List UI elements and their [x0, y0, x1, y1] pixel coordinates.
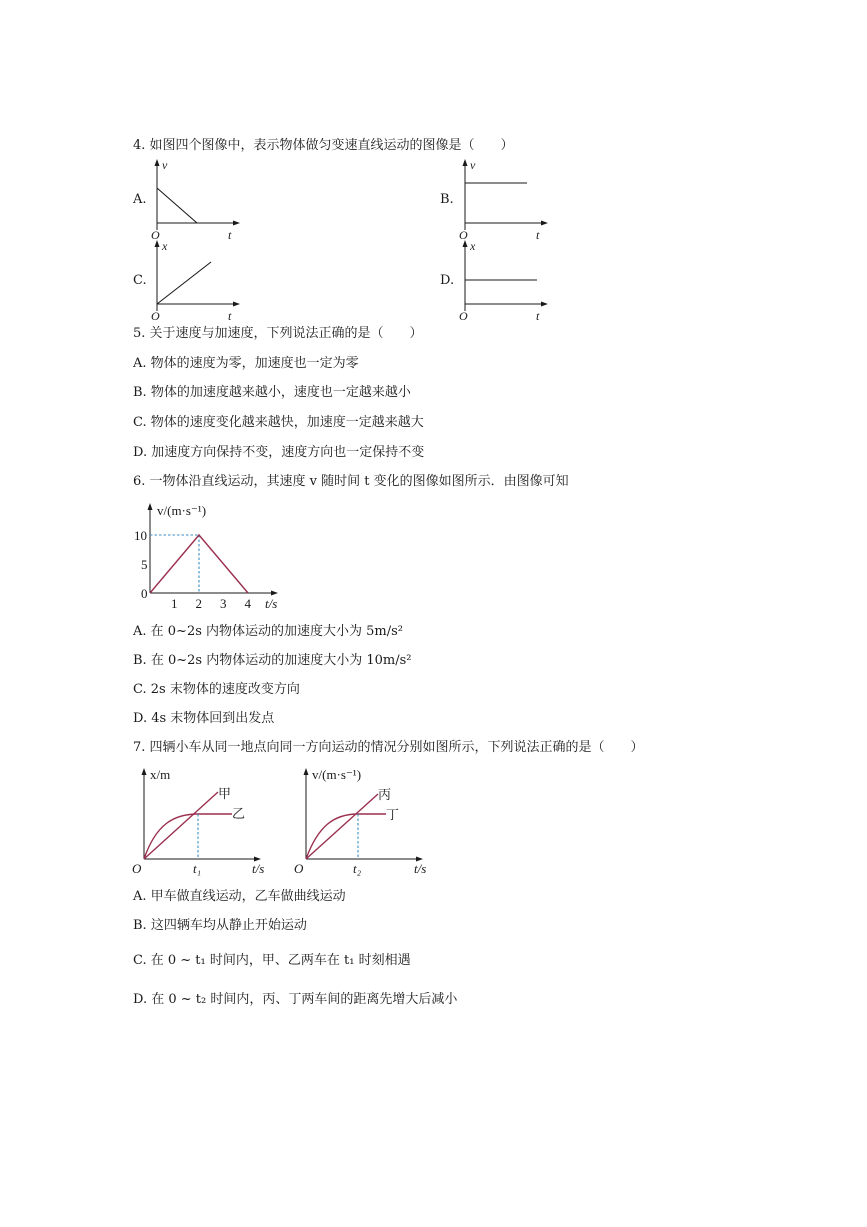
q6-option-d: D. 4s 末物体回到出发点	[133, 711, 275, 726]
q7-option-c: C. 在 0 ~ t₁ 时间内，甲、乙两车在 t₁ 时刻相遇	[133, 953, 411, 968]
q7-g1-origin: O	[132, 861, 142, 876]
q4-option-a-label: A.	[133, 192, 147, 207]
q7-g2-series-ding: 丁	[386, 807, 400, 822]
q6-xlabel: t/s	[265, 596, 278, 611]
q6-xtick-label: 4	[244, 596, 251, 611]
q6-xtick-label: 1	[171, 596, 178, 611]
q7-option-d: D. 在 0 ~ t₂ 时间内，丙、丁两车间的距离先增大后减小	[133, 992, 458, 1007]
q7-line-jia	[144, 792, 218, 859]
q4-c-yaxis-label: x	[162, 239, 168, 253]
q5-option-a: A. 物体的速度为零，加速度也一定为零	[133, 356, 359, 371]
q6-xtick-label: 3	[220, 596, 227, 611]
q7-g1-tick: t₁	[193, 861, 202, 876]
q7-curve-yi	[144, 814, 232, 859]
q7-g1-ylabel: x/m	[150, 767, 171, 782]
q7-option-a: A. 甲车做直线运动，乙车做曲线运动	[133, 889, 346, 904]
q7-stem: 7. 四辆小车从同一地点向同一方向运动的情况分别如图所示，下列说法正确的是（ ）	[133, 740, 644, 755]
q7-g1-series-yi: 乙	[232, 806, 246, 821]
q4-option-b-label: B.	[440, 192, 454, 207]
q4-d-xaxis-label: t	[536, 309, 540, 321]
q4-option-d-label: D.	[440, 273, 455, 288]
q6-ytick-label: 5	[141, 557, 148, 572]
q4-b-xaxis-label: t	[536, 228, 540, 240]
q7-line-bing	[306, 794, 378, 859]
q7-curve-ding	[306, 814, 386, 859]
q4-graph-d	[448, 236, 558, 321]
q5-option-b: B. 物体的加速度越来越小，速度也一定越来越小	[133, 385, 411, 400]
q4-graph-b	[448, 155, 558, 240]
q4-a-origin: O	[151, 228, 160, 240]
q4-a-yaxis-label: v	[162, 158, 168, 172]
q4-b-yaxis-label: v	[470, 158, 476, 172]
q7-option-b: B. 这四辆车均从静止开始运动	[133, 918, 307, 933]
q4-c-origin: O	[151, 309, 160, 321]
q6-ytick-label: 0	[141, 586, 148, 601]
q7-graph1-xt	[128, 762, 278, 880]
q5-option-d: D. 加速度方向保持不变，速度方向也一定保持不变	[133, 445, 425, 460]
q7-g2-ylabel: v/(m·s⁻¹)	[312, 767, 362, 782]
q7-g1-series-jia: 甲	[218, 786, 232, 801]
q6-xtick-label: 2	[195, 596, 202, 611]
q4-b-origin: O	[459, 228, 468, 240]
q6-option-c: C. 2s 末物体的速度改变方向	[133, 682, 300, 697]
q4-d-yaxis-label: x	[470, 239, 476, 253]
q4-a-xaxis-label: t	[228, 228, 232, 240]
q6-stem: 6. 一物体沿直线运动，其速度 v 随时间 t 变化的图像如图所示．由图像可知	[133, 474, 569, 489]
q4-graph-a	[140, 155, 250, 240]
q7-g2-tick: t₂	[353, 861, 362, 876]
q7-g2-xlabel: t/s	[414, 861, 427, 876]
q6-ylabel: v/(m·s⁻¹)	[157, 503, 207, 518]
q4-stem: 4. 如图四个图像中，表示物体做匀变速直线运动的图像是（ ）	[133, 138, 514, 153]
q4-d-origin: O	[459, 309, 468, 321]
q7-g2-series-bing: 丙	[378, 787, 392, 802]
q5-option-c: C. 物体的速度变化越来越快，加速度一定越来越大	[133, 415, 424, 430]
q7-g2-origin: O	[294, 861, 304, 876]
q7-g1-xlabel: t/s	[252, 861, 265, 876]
q4-graph-c	[140, 236, 250, 321]
q4-c-xaxis-label: t	[228, 309, 232, 321]
q6-vt-chart	[133, 498, 303, 613]
q7-graph2-vt	[290, 762, 440, 880]
q6-ytick-label: 10	[134, 528, 147, 543]
q6-option-a: A. 在 0~2s 内物体运动的加速度大小为 5m/s²	[133, 624, 404, 639]
q4-option-c-label: C.	[133, 273, 147, 288]
q6-option-b: B. 在 0~2s 内物体运动的加速度大小为 10m/s²	[133, 653, 412, 668]
q5-stem: 5. 关于速度与加速度，下列说法正确的是（ ）	[133, 326, 423, 341]
